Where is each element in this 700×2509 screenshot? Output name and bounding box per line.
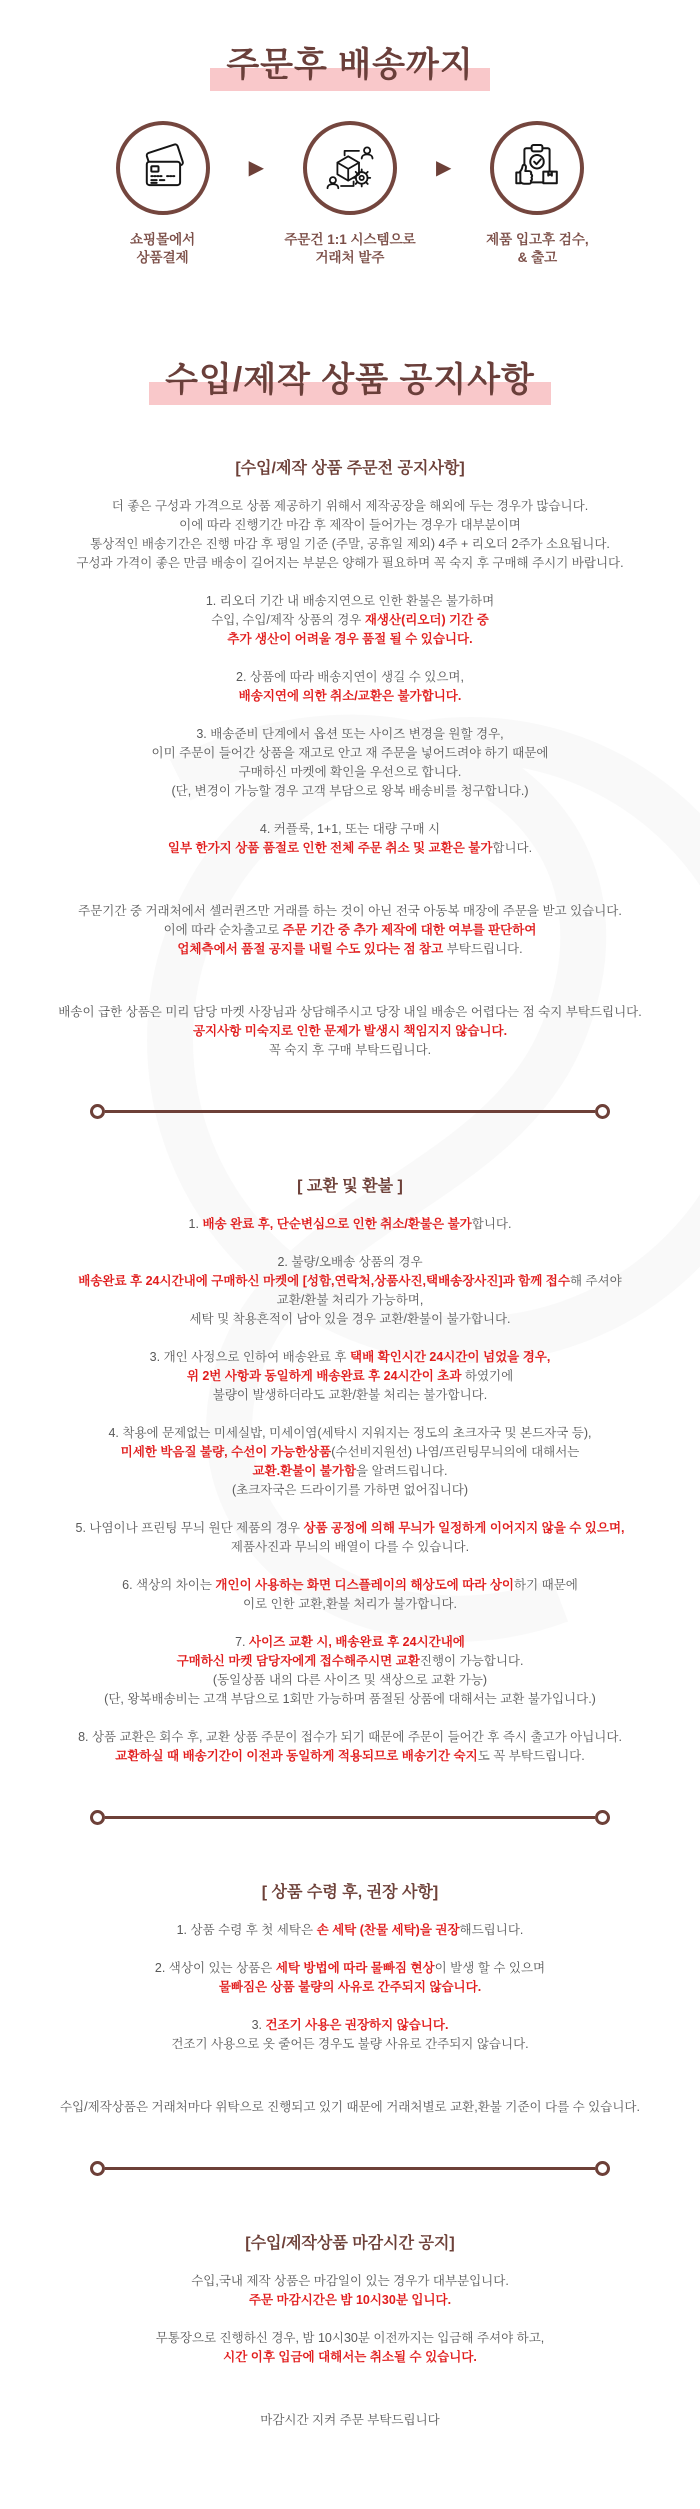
credit-card-icon [136,141,190,195]
process-step-payment [77,121,249,267]
notice-text: 수입,국내 제작 상품은 마감일이 있는 경우가 대부분입니다. [191,2274,509,2288]
notice-text: 이 발생 할 수 있으며 [434,1961,546,1975]
section-divider [90,2161,610,2176]
notice-text: 합니다. [471,1217,512,1231]
notice-text: 8. 상품 교환은 회수 후, 교환 상품 주문이 접수가 되기 때문에 주문이 들어간 후 즉시 출고가 아닙니다. [78,1730,622,1744]
notice-paragraph [20,1576,680,1614]
notice-text-emphasis: 추가 생산이 어려울 경우 품절 될 수 있습니다. [227,632,473,646]
notice-text: 4. 착용에 문제없는 미세실밥, 미세이염(세탁시 지워지는 정도의 초크자국 및 본드자국 등), [108,1426,592,1440]
step-label-line2: 거래처 발주 [315,249,385,265]
notice-text: 꼭 숙지 후 구매 부탁드립니다. [268,1043,432,1057]
notice-paragraph [20,2272,680,2310]
notice-text: 4. 커플룩, 1+1, 또는 대량 구매 시 [259,822,441,836]
arrow-right-icon: ▶ [436,156,452,179]
divider-line [105,1110,595,1113]
notice-text: 1. 상품 수령 후 첫 세탁은 [176,1923,317,1937]
order-to-delivery-header [0,44,700,87]
divider-line [105,1816,595,1819]
notice-text: 주문기간 중 거래처에서 셀러퀸즈만 거래를 하는 것이 아닌 전국 아동복 매장에 주문을 받고 있습니다. [78,904,622,918]
notice-paragraph [20,1003,680,1060]
step-label [130,231,195,267]
process-step-inspection [451,121,623,267]
notice-paragraph [20,1728,680,1766]
divider-dot [90,1810,105,1825]
notice-sections [0,455,700,2509]
notice-text-emphasis: 배송완료 후 24시간내에 구매하신 마켓에 [성함,연락처,상품사진,택배송장사진]과 함께 접수 [78,1274,570,1288]
notice-paragraph [20,820,680,858]
section-divider [90,1104,610,1119]
notice-text-emphasis: 공지사항 미숙지로 인한 문제가 발생시 책임지지 않습니다. [192,1024,508,1038]
notice-text: 불량이 발생하더라도 교환/환불 처리는 불가합니다. [212,1388,488,1402]
notice-text: 세탁 및 착용흔적이 남아 있을 경우 교환/환불이 불가합니다. [189,1312,511,1326]
notice-text: 수입, 수입/제작 상품의 경우 [211,613,365,627]
notice-paragraph [20,592,680,649]
notice-text-emphasis: 업체측에서 품절 공지를 내릴 수도 있다는 점 참고 [177,942,444,956]
notice-paragraph [20,1633,680,1709]
notice-text: 3. 개인 사정으로 인하여 배송완료 후 [149,1350,350,1364]
notice-paragraph [20,1519,680,1557]
notice-text-emphasis: 건조기 사용은 권장하지 않습니다. [265,2018,449,2032]
section-divider [90,1810,610,1825]
section-heading: [ 상품 수령 후, 권장 사항] [261,1884,439,1901]
notice-title: 수입/제작 상품 공지사항 [159,359,541,402]
notice-text-emphasis: 미세한 박음질 불량, 수선이 가능한상품 [120,1445,332,1459]
divider-dot [90,2161,105,2176]
divider-dot [90,1104,105,1119]
notice-text: (단, 왕복배송비는 고객 부담으로 1회만 가능하며 품절된 상품에 대해서는 교환 불가입니다.) [104,1692,596,1706]
notice-text: 도 꼭 부탁드립니다. [477,1749,585,1763]
notice-text-emphasis: 구매하신 마켓 담당자에게 접수해주시면 교환 [176,1654,420,1668]
notice-paragraph [20,2329,680,2367]
notice-text: 통상적인 배송기간은 진행 마감 후 평일 기준 (주말, 공휴일 제외) 4주 + 리오더 2주가 소요됩니다. [90,537,610,551]
notice-text: 2. 상품에 따라 배송지연이 생길 수 있으며, [236,670,464,684]
step-label-line1: 주문건 1:1 시스템으로 [284,231,416,247]
notice-text-emphasis: 주문 기간 중 추가 제작에 대한 여부를 판단하여 [282,923,537,937]
step-label-line2: & 출고 [517,249,558,265]
section-deadline-notice [0,2230,700,2430]
notice-text: 2. 색상이 있는 상품은 [154,1961,276,1975]
notice-paragraph [20,1215,680,1234]
notice-text-emphasis: 배송지연에 의한 취소/교환은 불가합니다. [238,689,462,703]
process-flow [0,121,700,267]
notice-text-emphasis: 배송 완료 후, 단순변심으로 인한 취소/환불은 불가 [202,1217,472,1231]
section-heading: [ 교환 및 환불 ] [297,1178,403,1195]
notice-text: 해 주셔야 [569,1274,622,1288]
divider-dot [595,1104,610,1119]
notice-text: 3. [251,2018,266,2032]
notice-text-emphasis: 주문 마감시간은 밤 10시30분 입니다. [248,2293,452,2307]
step-label [284,231,415,267]
step-icon-circle [303,121,397,215]
notice-text: 이에 따라 순차출고로 [163,923,283,937]
divider-dot [595,2161,610,2176]
notice-text-emphasis: 물빠짐은 상품 불량의 사유로 간주되지 않습니다. [218,1980,482,1994]
notice-text: 이로 인한 교환,환불 처리가 불가합니다. [242,1597,458,1611]
notice-text: 하기 때문에 [514,1578,578,1592]
notice-text: 이미 주문이 들어간 상품을 재고로 안고 재 주문을 넣어드려야 하기 때문에 [151,746,549,760]
notice-text-emphasis: 세탁 방법에 따라 물빠짐 현상 [275,1961,435,1975]
section-pre-order-notice [0,455,700,1060]
notice-text: 제품사진과 무늬의 배열이 다를 수 있습니다. [230,1540,470,1554]
notice-text-emphasis: 위 2번 사항과 동일하게 배송완료 후 24시간이 초과 [186,1369,462,1383]
notice-paragraph [20,1253,680,1329]
notice-paragraph [20,1424,680,1500]
notice-text: 2. 불량/오배송 상품의 경우 [277,1255,423,1269]
notice-paragraph [20,1921,680,1940]
step-icon-circle [116,121,210,215]
notice-text: 1. 리오더 기간 내 배송지연으로 인한 환불은 불가하며 [205,594,495,608]
notice-text: 하였기에 [461,1369,514,1383]
notice-text: 수입/제작상품은 거래처마다 위탁으로 진행되고 있기 때문에 거래처별로 교환,환불 기준이 다를 수 있습니다. [60,2100,640,2114]
notice-text: 을 알려드립니다. [356,1464,448,1478]
notice-header [0,359,700,402]
section-heading: [수입/제작 상품 주문전 공지사항] [235,460,465,477]
step-label-line1: 제품 입고후 검수, [486,231,589,247]
notice-text: 진행이 가능합니다. [419,1654,524,1668]
notice-text: 6. 색상의 차이는 [122,1578,216,1592]
notice-paragraph [20,2098,680,2117]
divider-line [105,2167,595,2170]
notice-text-emphasis: 교환.환불이 불가함 [252,1464,357,1478]
notice-paragraph [20,1348,680,1405]
step-label [486,231,589,267]
notice-text: 건조기 사용으로 옷 줄어든 경우도 불량 사유로 간주되지 않습니다. [171,2037,529,2051]
notice-text-emphasis: 교환하실 때 배송기간이 이전과 동일하게 적용되므로 배송기간 숙지 [115,1749,478,1763]
step-label-line1: 쇼핑몰에서 [130,231,196,247]
process-step-order-system [264,121,436,267]
notice-text: 1. [188,1217,203,1231]
notice-text: 합니다. [492,841,533,855]
notice-text-emphasis: 개인이 사용하는 화면 디스플레이의 해상도에 따라 상이 [215,1578,514,1592]
notice-text-emphasis: 상품 공정에 의해 무늬가 일정하게 이어지지 않을 수 있으며, [303,1521,625,1535]
notice-text: 교환/환불 처리가 가능하며, [276,1293,424,1307]
notice-text-emphasis: 택배 확인시간 24시간이 넘었을 경우, [350,1350,551,1364]
notice-text: (수선비지원선) 나염/프린팅무늬의에 대해서는 [331,1445,580,1459]
notice-text: 3. 배송준비 단계에서 옵션 또는 사이즈 변경을 원할 경우, [196,727,504,741]
section-exchange-refund [0,1173,700,1766]
notice-text-emphasis: 일부 한가지 상품 품절로 인한 전체 주문 취소 및 교환은 불가 [167,841,493,855]
arrow-right-icon: ▶ [248,156,264,179]
notice-text: (단, 변경이 가능할 경우 고객 부담으로 왕복 배송비를 청구합니다.) [171,784,529,798]
section-after-receipt [0,1879,700,2117]
notice-text: 무통장으로 진행하신 경우, 밤 10시30분 이전까지는 입금해 주셔야 하고, [155,2331,545,2345]
notice-paragraph [20,668,680,706]
step-icon-circle [490,121,584,215]
notice-text: (동일상품 내의 다른 사이즈 및 색상으로 교환 가능) [212,1673,488,1687]
notice-text: 부탁드립니다. [443,942,523,956]
notice-text: 7. [235,1635,250,1649]
notice-text: 구매하신 마켓에 확인을 우선으로 합니다. [238,765,462,779]
notice-paragraph [20,1959,680,1997]
inspection-shipping-icon [510,141,564,195]
section-heading: [수입/제작상품 마감시간 공지] [245,2235,455,2252]
notice-text: 5. 나염이나 프린팅 무늬 원단 제품의 경우 [75,1521,304,1535]
notice-paragraph [20,497,680,573]
notice-paragraph [20,2411,680,2430]
notice-text: 마감시간 지켜 주문 부탁드립니다 [260,2413,440,2427]
step-label-line2: 상품결제 [136,249,189,265]
notice-text: 해드립니다. [459,1923,524,1937]
notice-text: 이에 따라 진행기간 마감 후 제작이 들어가는 경우가 대부분이며 [179,518,521,532]
notice-text: (초크자국은 드라이기를 가하면 없어집니다) [231,1483,469,1497]
notice-text: 더 좋은 구성과 가격으로 상품 제공하기 위해서 제작공장을 해외에 두는 경우가 많습니다. [111,499,589,513]
notice-text-emphasis: 시간 이후 입금에 대해서는 취소될 수 있습니다. [223,2350,477,2364]
notice-text-emphasis: 재생산(리오더) 기간 중 [364,613,489,627]
notice-paragraph [20,2016,680,2054]
divider-dot [595,1810,610,1825]
notice-paragraph [20,725,680,801]
notice-text: 배송이 급한 상품은 미리 담당 마켓 사장님과 상담해주시고 당장 내일 배송은 어렵다는 점 숙지 부탁드립니다. [58,1005,642,1019]
notice-text-emphasis: 사이즈 교환 시, 배송완료 후 24시간내에 [249,1635,465,1649]
page-title: 주문후 배송까지 [220,44,479,87]
notice-text-emphasis: 손 세탁 (찬물 세탁)을 권장 [316,1923,460,1937]
notice-text: 구성과 가격이 좋은 만큼 배송이 길어지는 부분은 양해가 필요하며 꼭 숙지 후 구매해 주시기 바랍니다. [76,556,624,570]
order-system-icon [323,141,377,195]
notice-paragraph [20,902,680,959]
